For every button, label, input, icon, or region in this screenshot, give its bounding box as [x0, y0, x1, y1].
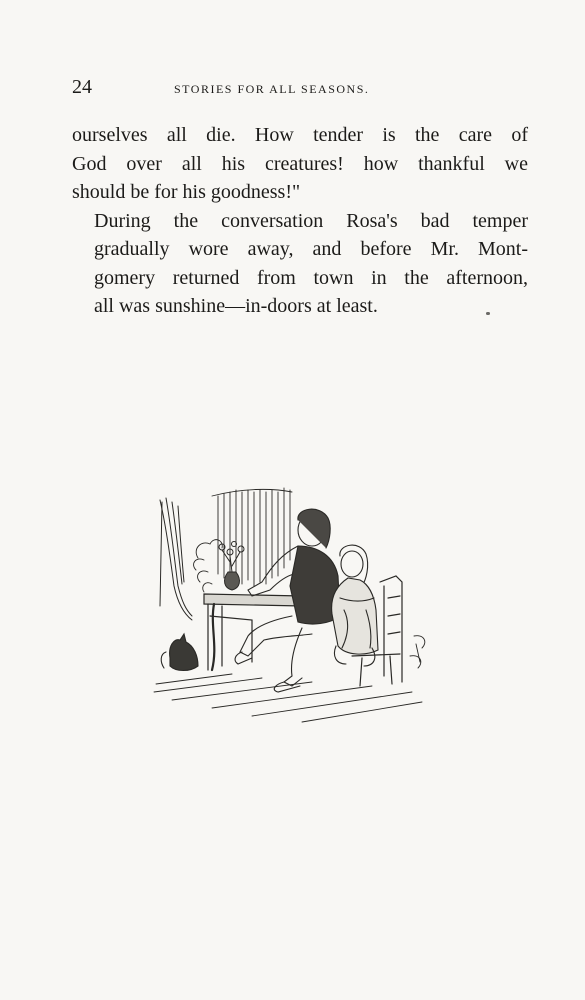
text-line: During the conversation Rosa's bad temper [94, 209, 528, 232]
paragraph-1 [72, 121, 528, 207]
page-number: 24 [72, 76, 92, 98]
text-line: God over all his creatures! how thankful we [72, 152, 528, 175]
window-drapery [212, 488, 292, 586]
flower-vase [219, 542, 244, 591]
seated-girl [332, 545, 378, 666]
left-curtain [160, 498, 192, 620]
ink-speck [486, 312, 490, 315]
floor-scroll [410, 636, 425, 668]
text-line: ourselves all die. How tender is the care of [72, 124, 528, 146]
text-line: gradually wore away, and before Mr. Mont- [94, 238, 528, 260]
text-line: gomery returned from town in the afternoon, [94, 266, 528, 289]
body-text [72, 121, 528, 321]
table [204, 594, 302, 670]
running-head: STORIES FOR ALL SEASONS. [174, 82, 370, 96]
cat [161, 634, 198, 671]
text-line: should be for his goodness!" [72, 181, 301, 203]
page-header [72, 76, 512, 100]
engraving-illustration [152, 486, 436, 726]
engraving-svg [152, 486, 436, 726]
floor-boards [154, 674, 422, 722]
paragraph-2 [72, 207, 528, 321]
text-line: all was sunshine—in-doors at least. [94, 295, 378, 317]
